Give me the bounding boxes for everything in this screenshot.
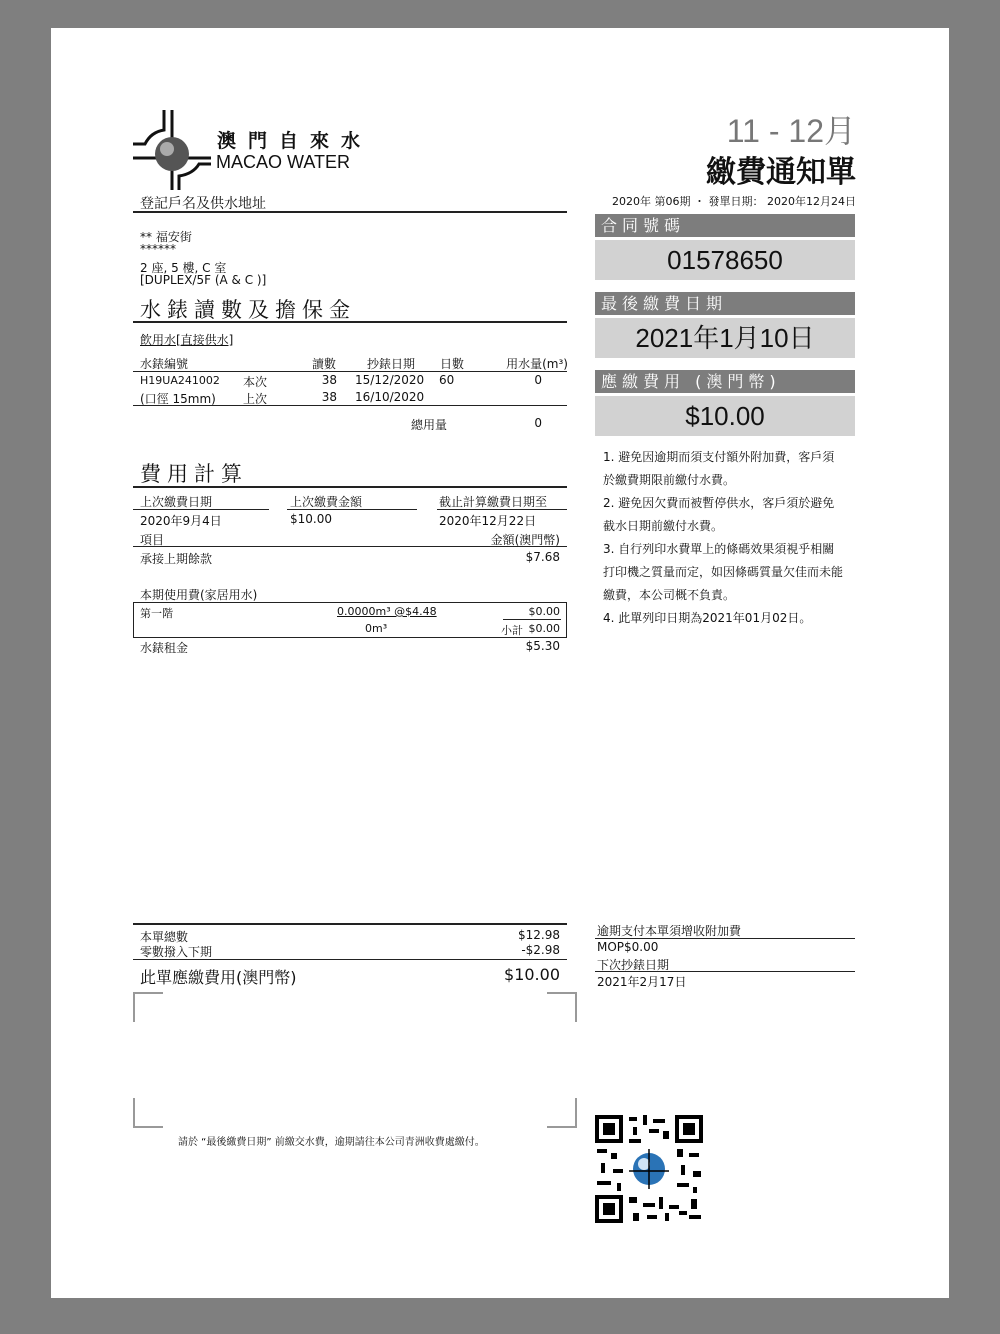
bill-total-label: 本單總數 xyxy=(140,930,189,944)
meter-row-prev-meter: (口徑 15mm) xyxy=(140,392,216,406)
due-date-value: 2021年1月10日 xyxy=(595,318,855,358)
next-reading-label: 下次抄錶日期 xyxy=(597,958,670,972)
barcode-area-corner xyxy=(547,992,577,1022)
payable-value: $10.00 xyxy=(595,396,855,436)
item-header: 項目 xyxy=(140,533,165,547)
address-line1: 2 座, 5 樓, C 室 xyxy=(140,261,227,275)
amount-due-value: $10.00 xyxy=(504,965,560,984)
note-line: 1. 避免因逾期而須支付額外附加費，客戶須 xyxy=(603,450,835,464)
divider xyxy=(133,405,567,406)
tier-volume: 0.0000m³ @$4.48 xyxy=(337,605,437,618)
rounding-label: 零數撥入下期 xyxy=(140,945,213,959)
tier-amount: $0.00 xyxy=(528,605,560,618)
divider xyxy=(133,486,567,488)
due-date-label: 最後繳費日期 xyxy=(595,292,855,315)
tier-total-volume: 0m³ xyxy=(365,622,388,635)
meter-row-current-label: 本次 xyxy=(243,375,268,389)
meter-section-title: 水錶讀數及擔保金 xyxy=(140,298,356,322)
meter-rent-label: 水錶租金 xyxy=(140,641,189,655)
footer-payment-note: 請於 “最後繳費日期” 前繳交水費，逾期請往本公司青洲收費處繳付。 xyxy=(178,1137,485,1148)
total-usage-label: 總用量 xyxy=(411,418,448,432)
customer-name-line1: ** 福安街 xyxy=(140,230,192,244)
divider xyxy=(133,211,567,213)
charges-section-title: 費用計算 xyxy=(140,462,248,486)
divider xyxy=(595,938,855,939)
last-pay-date: 2020年9月4日 xyxy=(140,514,222,528)
divider xyxy=(133,371,567,372)
meter-row-current-date: 15/12/2020 xyxy=(355,373,425,387)
meter-row-prev-date: 16/10/2020 xyxy=(355,390,425,404)
note-line: 截水日期前繳付水費。 xyxy=(603,519,724,533)
subtotal-label: 小計 xyxy=(501,624,523,637)
col-read-date: 抄錶日期 xyxy=(367,357,416,371)
customer-section-label: 登記戶名及供水地址 xyxy=(140,196,266,212)
subtotal-amount: $0.00 xyxy=(528,622,560,635)
meter-row-current-reading: 38 xyxy=(321,373,337,387)
logo-chinese-name: 澳門自來水 xyxy=(217,130,373,152)
late-surcharge-value: MOP$0.00 xyxy=(597,940,659,954)
note-line: 3. 自行列印水費單上的條碼效果須視乎相關 xyxy=(603,542,835,556)
tier-label: 第一階 xyxy=(140,607,173,620)
total-usage-value: 0 xyxy=(534,416,542,430)
note-line: 4. 此單列印日期為2021年01月02日。 xyxy=(603,611,812,625)
rounding-value: -$2.98 xyxy=(521,943,560,957)
divider xyxy=(133,959,567,960)
amount-due-label: 此單應繳費用(澳門幣) xyxy=(140,968,297,987)
usage-fee-label: 本期使用費(家居用水) xyxy=(140,588,258,602)
divider xyxy=(133,321,567,323)
note-line: 繳費，本公司概不負責。 xyxy=(603,588,736,602)
note-line: 於繳費期限前繳付水費。 xyxy=(603,473,736,487)
last-pay-date-label: 上次繳費日期 xyxy=(140,495,213,509)
note-line: 2. 避免因欠費而被暫停供水，客戶須於避免 xyxy=(603,496,835,510)
divider xyxy=(133,509,269,510)
barcode-area-corner xyxy=(133,992,163,1022)
meter-row-current-usage: 0 xyxy=(534,373,542,387)
bill-total-value: $12.98 xyxy=(518,928,560,942)
carry-over-label: 承接上期餘款 xyxy=(140,552,213,566)
divider xyxy=(595,971,855,972)
contract-number-value: 01578650 xyxy=(595,240,855,280)
divider xyxy=(133,923,567,925)
amount-header: 金額(澳門幣) xyxy=(490,533,560,547)
address-line2: [DUPLEX/5F (A & C )] xyxy=(140,273,267,287)
qr-code-icon xyxy=(593,1113,705,1225)
macao-water-logo-icon xyxy=(131,108,213,192)
meter-row-prev-reading: 38 xyxy=(321,390,337,404)
col-reading: 讀數 xyxy=(312,357,337,371)
col-usage: 用水量(m³) xyxy=(506,357,568,371)
last-pay-amount-label: 上次繳費金額 xyxy=(290,495,363,509)
billing-period: 11 - 12月 xyxy=(726,113,856,149)
divider xyxy=(133,546,567,547)
document-title: 繳費通知單 xyxy=(706,155,856,190)
cutoff-label: 截止計算繳費日期至 xyxy=(439,495,548,509)
bill-paper xyxy=(51,28,949,1298)
customer-name-line2: ****** xyxy=(140,242,176,256)
supply-type: 飲用水[直接供水] xyxy=(140,333,234,347)
col-days: 日數 xyxy=(440,357,465,371)
issue-info: 2020年 第06期 ・ 發單日期： 2020年12月24日 xyxy=(612,195,856,208)
next-reading-value: 2021年2月17日 xyxy=(597,975,687,989)
note-line: 打印機之質量而定，如因條碼質量欠佳而未能 xyxy=(603,565,844,579)
contract-number-label: 合同號碼 xyxy=(595,214,855,237)
divider xyxy=(287,509,417,510)
payable-label: 應繳費用 (澳門幣) xyxy=(595,370,855,393)
cutoff-date: 2020年12月22日 xyxy=(439,514,537,528)
meter-row-current-meter: H19UA241002 xyxy=(140,374,220,387)
divider xyxy=(503,619,561,620)
barcode-area-corner xyxy=(133,1098,163,1128)
meter-rent-amount: $5.30 xyxy=(525,639,560,653)
barcode-area-corner xyxy=(547,1098,577,1128)
last-pay-amount: $10.00 xyxy=(290,512,332,526)
carry-over-amount: $7.68 xyxy=(525,550,560,564)
meter-row-prev-label: 上次 xyxy=(243,392,268,406)
col-meter-no: 水錶編號 xyxy=(140,357,189,371)
late-surcharge-label: 逾期支付本單須增收附加費 xyxy=(597,924,742,938)
logo-english-name: MACAO WATER xyxy=(216,152,350,172)
meter-row-current-days: 60 xyxy=(439,373,455,387)
divider xyxy=(437,509,567,510)
